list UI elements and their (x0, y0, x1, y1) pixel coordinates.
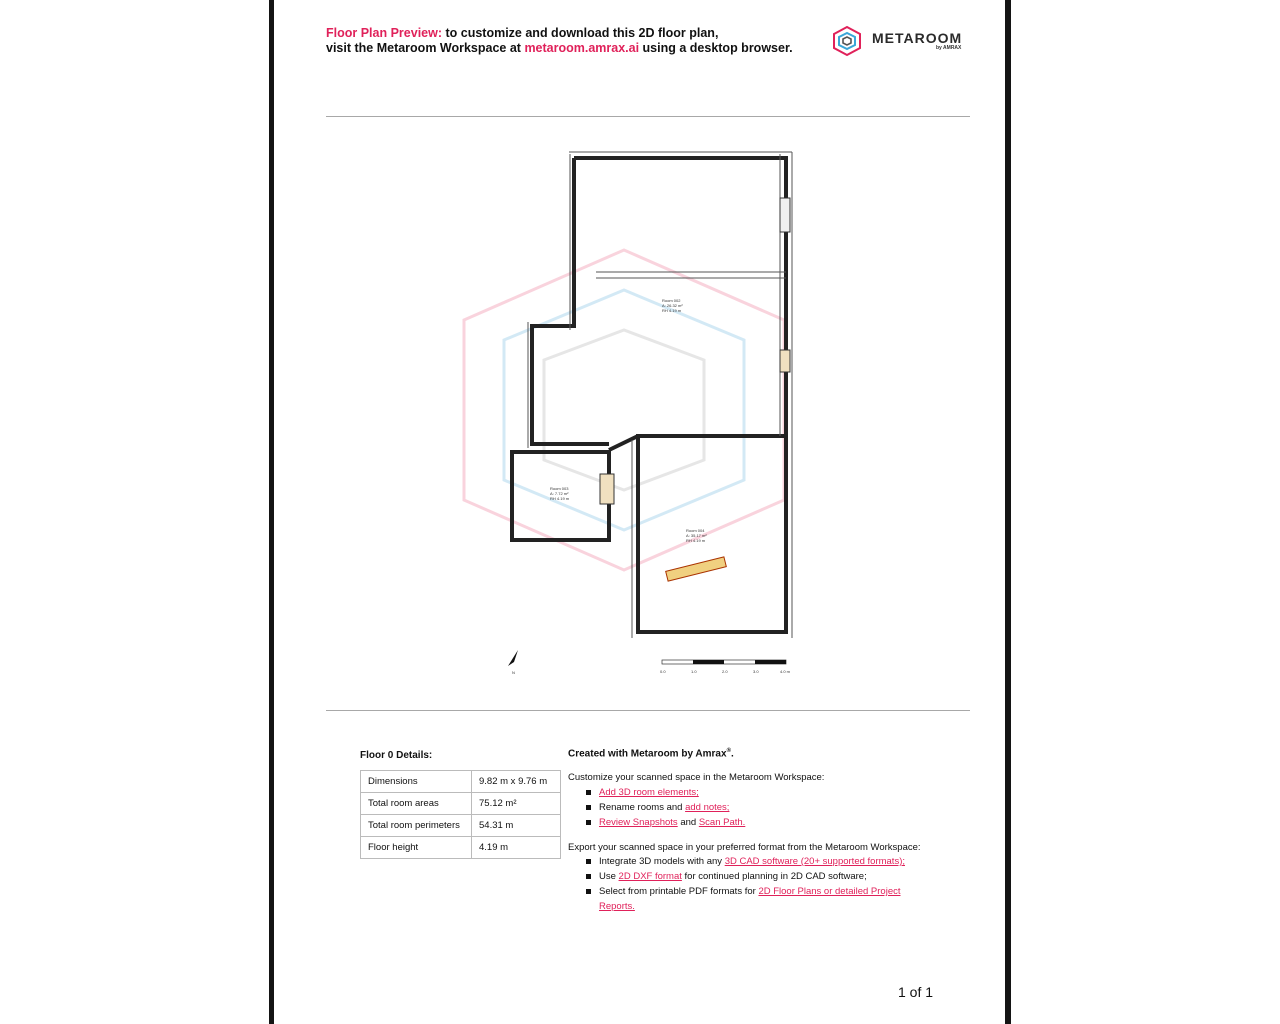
stairs (666, 557, 727, 581)
bottom-divider (326, 710, 970, 711)
header-line1: to customize and download this 2D floor plan, (442, 26, 719, 40)
preview-label: Floor Plan Preview: (326, 26, 443, 40)
logo-name: METAROOM (872, 30, 963, 46)
floor-plan-drawing (444, 140, 804, 680)
svg-text:4.0 m: 4.0 m (780, 669, 791, 674)
add-notes-link[interactable]: add notes; (685, 802, 730, 813)
table-row (361, 837, 561, 859)
table-row (361, 793, 561, 815)
svg-text:RH 4.19 m: RH 4.19 m (662, 308, 682, 313)
list-item: Select from printable PDF formats for 2D Floor Plans or detailed Project Reports. (586, 884, 916, 914)
add-3d-elements-link[interactable]: Add 3D room elements; (599, 787, 699, 798)
logo-byline: by AMRAX (936, 45, 962, 51)
svg-text:RH 4.19 m: RH 4.19 m (550, 496, 570, 501)
detail-value: 75.12 m² (472, 793, 561, 815)
metaroom-cube-logo-icon (830, 24, 864, 58)
table-row (361, 771, 561, 793)
list-item: Integrate 3D models with any 3D CAD software (20+ supported formats); (586, 854, 916, 869)
detail-value: 54.31 m (472, 815, 561, 837)
metaroom-logo (830, 24, 976, 58)
svg-text:0.0: 0.0 (660, 669, 666, 674)
svg-text:A: 26.32 m²: A: 26.32 m² (662, 303, 683, 308)
svg-text:2.0: 2.0 (722, 669, 728, 674)
workspace-link[interactable]: metaroom.amrax.ai (524, 40, 640, 55)
export-intro: Export your scanned space in your preferred format from the Metaroom Workspace: (568, 842, 921, 853)
detail-label: Floor height (361, 837, 472, 859)
details-title: Floor 0 Details: (360, 750, 433, 761)
header-line2-suffix: using a desktop browser. (639, 40, 793, 55)
svg-text:N: N (512, 670, 515, 675)
left-margin (0, 0, 270, 1024)
detail-value: 9.82 m x 9.76 m (472, 771, 561, 793)
list-item: Review Snapshots and Scan Path. (586, 815, 916, 830)
svg-text:Room 004: Room 004 (686, 528, 705, 533)
door (600, 474, 614, 504)
svg-text:Room 003: Room 003 (550, 486, 569, 491)
list-item: Rename rooms and add notes; (586, 800, 916, 815)
created-title: Created with Metaroom by Amrax®. (568, 748, 734, 760)
north-arrow-icon (508, 650, 518, 675)
header-line2-prefix: visit the Metaroom Workspace at (326, 40, 525, 55)
customize-list (586, 785, 916, 830)
review-snapshots-link[interactable]: Review Snapshots (599, 817, 678, 828)
top-divider (326, 116, 970, 117)
export-list (586, 854, 916, 914)
pdf-formats-link[interactable]: 2D Floor Plans or detailed Project Reports. (599, 886, 901, 912)
list-item (586, 785, 916, 800)
detail-label: Dimensions (361, 771, 472, 793)
list-item: Use 2D DXF format for continued planning in 2D CAD software; (586, 869, 916, 884)
room-label-003 (550, 486, 570, 501)
dxf-format-link[interactable]: 2D DXF format (618, 871, 682, 882)
detail-value: 4.19 m (472, 837, 561, 859)
svg-text:1.0: 1.0 (691, 669, 697, 674)
detail-label: Total room areas (361, 793, 472, 815)
header-notice (326, 26, 806, 55)
wall-lines (528, 152, 792, 638)
svg-text:Room 002: Room 002 (662, 298, 681, 303)
page-number: 1 of 1 (898, 984, 934, 1000)
cad-software-link[interactable]: 3D CAD software (20+ supported formats); (724, 856, 905, 867)
room-label-004 (686, 528, 707, 543)
details-table (360, 770, 561, 859)
floor-plan (444, 140, 804, 685)
window (780, 198, 790, 232)
svg-text:A: 35.17 m²: A: 35.17 m² (686, 533, 707, 538)
scan-path-link[interactable]: Scan Path. (698, 817, 746, 828)
document-page (274, 0, 1005, 1024)
door (780, 350, 790, 372)
detail-label: Total room perimeters (361, 815, 472, 837)
table-row (361, 815, 561, 837)
svg-text:3.0: 3.0 (753, 669, 759, 674)
page-right-edge (1005, 0, 1011, 1024)
customize-intro: Customize your scanned space in the Metaroom Workspace: (568, 772, 825, 783)
svg-text:A: 7.72 m²: A: 7.72 m² (550, 491, 569, 496)
svg-text:RH 4.19 m: RH 4.19 m (686, 538, 706, 543)
scale-bar (660, 660, 791, 674)
room-label-002 (662, 298, 683, 313)
